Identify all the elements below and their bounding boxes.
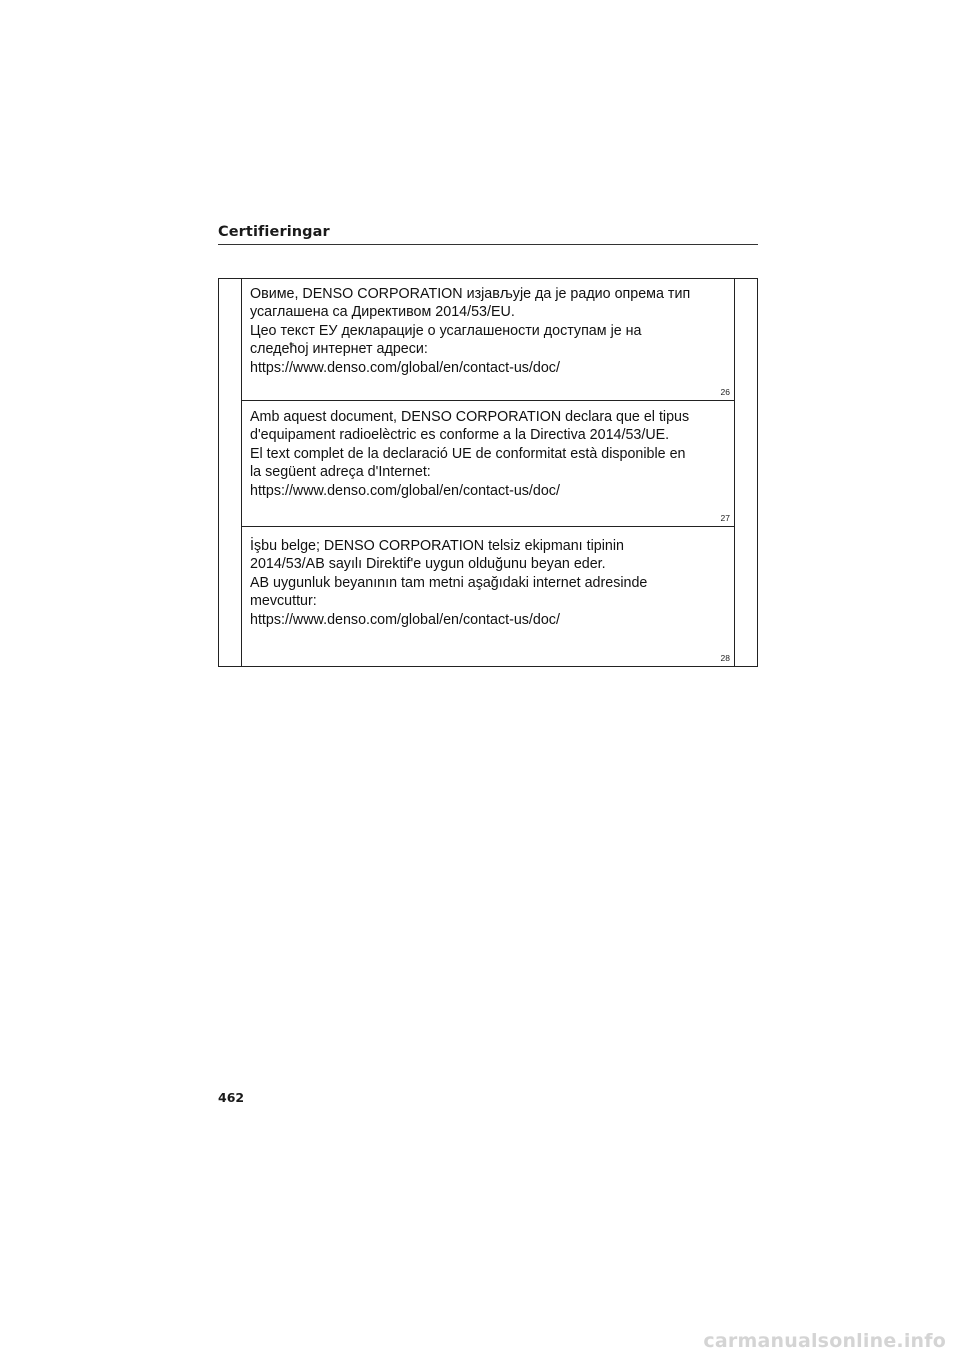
declaration-line: İşbu belge; DENSO CORPORATION telsiz ekipmanı tipinin [250, 538, 624, 554]
declaration-line: Овиме, DENSO CORPORATION изјављује да је радио опрема тип [250, 286, 691, 302]
declaration-line: El text complet de la declaració UE de conformitat està disponible en [250, 445, 686, 462]
declaration-text [250, 537, 730, 629]
certificate-block-turkish [242, 528, 734, 666]
declaration-line: la següent adreça d'Internet: [250, 464, 431, 481]
watermark: carmanualsonline.info [703, 1330, 946, 1352]
declaration-url: https://www.denso.com/global/en/contact-us/doc/ [250, 359, 560, 376]
declaration-line: d'equipament radioelèctric es conforme a la Directiva 2014/53/UE. [250, 427, 670, 444]
declaration-line: 2014/53/AB sayılı Direktif'e uygun olduğunu beyan eder. [250, 556, 606, 573]
declaration-text [250, 285, 730, 377]
block-number: 28 [720, 653, 730, 663]
block-number: 26 [720, 387, 730, 397]
frame-right-gutter-line [734, 278, 735, 667]
declaration-line: усаглашена са Директивом 2014/53/EU. [250, 304, 515, 321]
declaration-line: mevcuttur: [250, 593, 317, 610]
declaration-line: AB uygunluk beyanının tam metni aşağıdaki internet adresinde [250, 574, 648, 591]
block-number: 27 [720, 513, 730, 523]
section-title: Certifieringar [218, 224, 330, 240]
declaration-line: следећој интернет адреси: [250, 341, 428, 358]
declaration-text [250, 408, 730, 500]
page-number: 462 [218, 1090, 245, 1105]
declaration-line: Цео текст ЕУ декларације о усаглашености доступам је на [250, 322, 642, 339]
declaration-url: https://www.denso.com/global/en/contact-us/doc/ [250, 482, 560, 499]
declaration-line: Amb aquest document, DENSO CORPORATION declara que el tipus [250, 409, 690, 425]
certificate-block-serbian [242, 279, 734, 401]
title-rule [218, 244, 758, 245]
declaration-url: https://www.denso.com/global/en/contact-us/doc/ [250, 611, 560, 628]
certificate-block-catalan [242, 402, 734, 527]
